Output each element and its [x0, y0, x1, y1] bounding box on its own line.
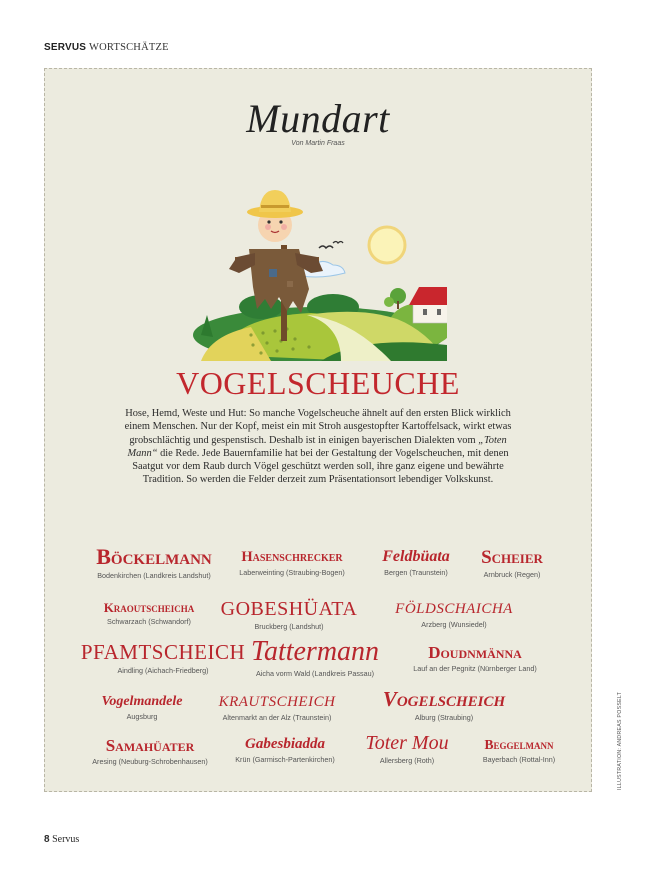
dialect-entry	[413, 644, 536, 673]
body-text-part1: Hose, Hemd, Weste und Hut: So manche Vogelscheuche ähnelt auf den ersten Blick wirklich einem Menschen. Nur der Kopf, meist ein mit Stroh ausgestopfter Kartoffelsack, wirkt etwas grobschlächtig und gespenstisch. Deshalb ist in einigen bayerischen Dialekten vom	[124, 408, 512, 446]
dialect-place: Aresing (Neuburg-Schrobenhausen)	[92, 757, 208, 766]
dialect-term: Doudnmänna	[428, 643, 522, 662]
dialect-place: Bruckberg (Landshut)	[254, 622, 324, 631]
dialect-place: Arzberg (Wunsiedel)	[421, 620, 487, 629]
body-text-part2: die Rede. Jede Bauernfamilie hat bei der Gestaltung der Vogelscheuchen, mit denen Saatgut vor dem Raub durch Vögel geschützt werden soll, ihre ganz eigene und bewährte Tradition. So werden die Felder derzeit zum Präsentationsort lebendiger Volkskunst.	[132, 447, 509, 486]
dialect-entry	[365, 733, 448, 765]
article-headline: VOGELSCHEUCHE	[176, 365, 460, 401]
dialect-place: Aicha vorm Wald (Landkreis Passau)	[256, 669, 374, 678]
dialect-place: Lauf an der Pegnitz (Nürnberger Land)	[413, 664, 537, 673]
dialect-entry	[481, 548, 543, 579]
dialect-place: Bayerbach (Rottal-Inn)	[482, 754, 556, 764]
dialect-entry	[96, 546, 212, 580]
dialect-term: Hasenschrecker	[241, 549, 343, 565]
page-title: Mundart	[246, 96, 390, 141]
running-header	[44, 42, 169, 53]
dialect-term: Vogelmandele	[101, 694, 183, 709]
dialect-place: Schwarzach (Schwandorf)	[107, 617, 191, 626]
dialect-place: Augsburg	[126, 712, 158, 721]
dialect-place: Alburg (Straubing)	[414, 713, 474, 722]
dialect-place: Altenmarkt an der Alz (Traunstein)	[222, 713, 332, 722]
dialect-term: Kraoutscheicha	[103, 600, 195, 615]
dialect-entry	[219, 695, 336, 722]
dialect-term: Tattermann	[250, 636, 380, 667]
dialect-entry	[102, 695, 183, 721]
dialect-entry	[383, 689, 505, 722]
article-panel	[44, 68, 592, 792]
dialect-term: Toter Mou	[365, 732, 449, 754]
dialect-term: Scheier	[481, 547, 543, 568]
dialect-entry	[221, 599, 358, 631]
dialect-place: Bergen (Traunstein)	[384, 568, 448, 577]
dialect-entry	[483, 738, 555, 764]
dialect-term: PFAMTSCHEICH	[80, 640, 246, 664]
dialect-place: Krün (Garmisch-Partenkirchen)	[235, 755, 335, 764]
dialect-term: KRAUTSCHEICH	[218, 694, 336, 710]
body-quote: „Toten Mann“	[127, 434, 507, 459]
footer-brand: Servus	[52, 834, 80, 845]
dialect-entry	[239, 550, 344, 577]
dialect-words-list	[45, 69, 591, 791]
dialect-term: Vogelscheich	[382, 687, 506, 711]
dialect-term: GOBESHÜATA	[220, 598, 358, 620]
dialect-place: Aindling (Aichach-Friedberg)	[117, 666, 209, 675]
dialect-place: Arnbruck (Regen)	[483, 570, 541, 579]
illustration-credit: ILLUSTRATION: ANDREAS POSSELT	[617, 691, 623, 790]
dialect-entry	[382, 549, 450, 577]
page-number: 8	[44, 834, 50, 845]
byline: Von Martin Fraas	[291, 140, 345, 147]
brand-label: SERVUS	[44, 42, 87, 53]
dialect-entry	[81, 642, 245, 675]
dialect-entry	[235, 737, 334, 764]
dialect-entry	[395, 602, 513, 629]
dialect-entry	[92, 737, 207, 766]
page-footer	[44, 834, 79, 845]
dialect-place: Allersberg (Roth)	[379, 756, 435, 765]
section-label: WORTSCHÄTZE	[88, 42, 169, 53]
dialect-entry	[251, 638, 379, 678]
dialect-place: Bodenkirchen (Landkreis Landshut)	[97, 571, 211, 580]
dialect-term: Feldbüata	[382, 548, 450, 565]
dialect-entry	[104, 601, 195, 626]
dialect-term: FÖLDSCHAICHA	[395, 601, 513, 617]
dialect-term: Beggelmann	[484, 737, 554, 752]
dialect-term: Samahüater	[105, 736, 195, 755]
dialect-term: Gabesbiadda	[245, 736, 325, 752]
dialect-place: Laberweinting (Straubing-Bogen)	[239, 567, 345, 577]
dialect-term: Böckelmann	[96, 544, 212, 569]
